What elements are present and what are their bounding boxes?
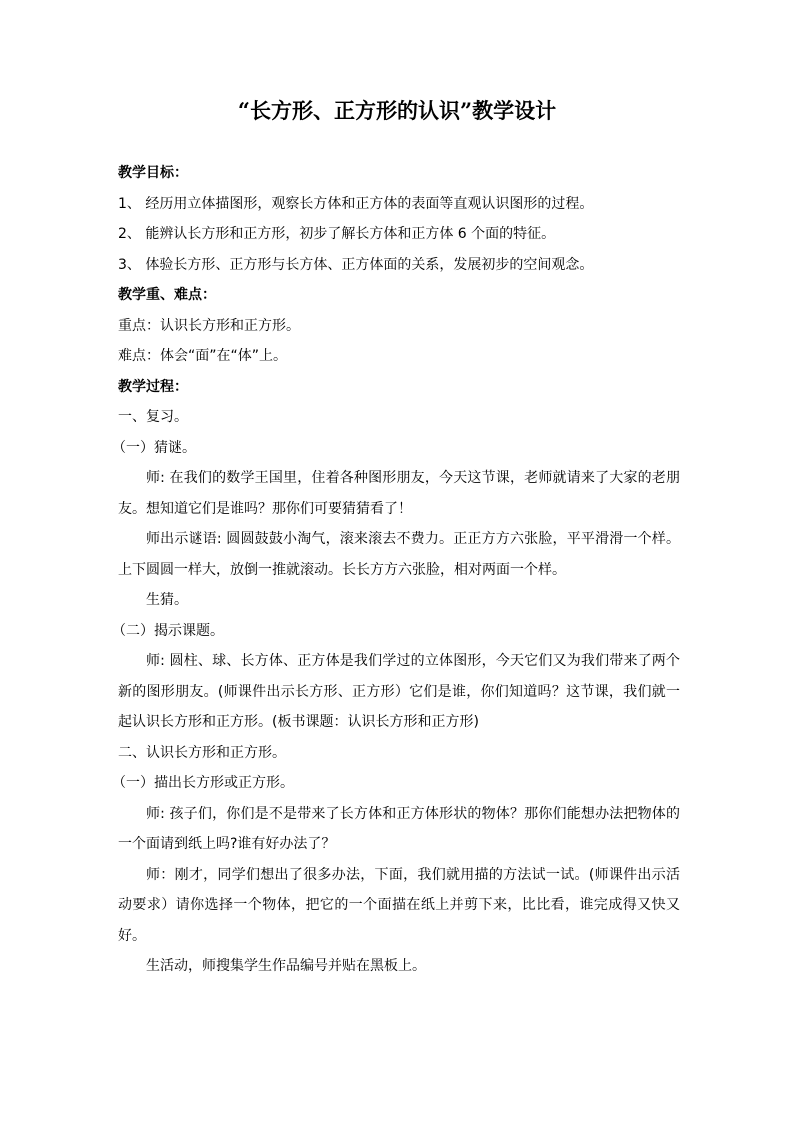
paragraph: 师: 圆柱、球、长方体、正方体是我们学过的立体图形，今天它们又为我们带来了两个新的图形朋友。(师课件出示长方形、正方形）它们是谁，你们知道吗？这节课，我们就一起认识长方形和正方形。(板书课题：认识长方形和正方形): [118, 653, 680, 730]
key-points-heading: 教学重、难点：: [118, 287, 216, 303]
objective-item: 1、 经历用立体描图形，观察长方体和正方体的表面等直观认识图形的过程。: [118, 195, 594, 212]
paragraph: 师：刚才，同学们想出了很多办法，下面，我们就用描的方法试一试。(师课件出示活动要求）请你选择一个物体，把它的一个面描在纸上并剪下来，比比看，谁完成得又快又好。: [118, 866, 680, 944]
subsection-heading: （一）猜谜。: [112, 439, 196, 456]
difficult-point: 难点：体会“面”在“体”上。: [118, 348, 288, 364]
document-body: [112, 158, 680, 982]
objectives-heading: 教学目标：: [118, 165, 188, 181]
section-heading: 二、认识长方形和正方形。: [118, 744, 286, 761]
objective-item: 3、 体验长方形、正方形与长方体、正方体面的关系，发展初步的空间观念。: [118, 256, 594, 273]
subsection-heading: （一）描出长方形或正方形。: [112, 775, 294, 791]
subsection-heading: （二）揭示课题。: [112, 622, 224, 639]
paragraph: 师: 在我们的数学王国里，住着各种图形朋友，今天这节课，老师就请来了大家的老朋友。想知道它们是谁吗？那你们可要猜猜看了！: [118, 470, 680, 517]
document-title: “长方形、正方形的认识”教学设计: [237, 98, 557, 123]
paragraph: 师: 孩子们，你们是不是带来了长方体和正方体形状的物体？那你们能想办法把物体的一个面请到纸上吗?谁有好办法了？: [118, 805, 680, 852]
paragraph: 师出示谜语: 圆圆鼓鼓小淘气，滚来滚去不费力。正正方方六张脸，平平滑滑一个样。上下圆圆一样大，放倒一推就滚动。长长方方六张脸，相对两面一个样。: [118, 531, 680, 578]
process-heading: 教学过程：: [118, 378, 188, 395]
section-heading: 一、复习。: [118, 409, 188, 425]
paragraph: 生活动，师搜集学生作品编号并贴在黑板上。: [146, 958, 426, 974]
key-point: 重点：认识长方形和正方形。: [118, 317, 300, 334]
objective-item: 2、 能辨认长方形和正方形，初步了解长方体和正方体 6 个面的特征。: [118, 226, 556, 242]
paragraph: 生猜。: [146, 592, 188, 608]
